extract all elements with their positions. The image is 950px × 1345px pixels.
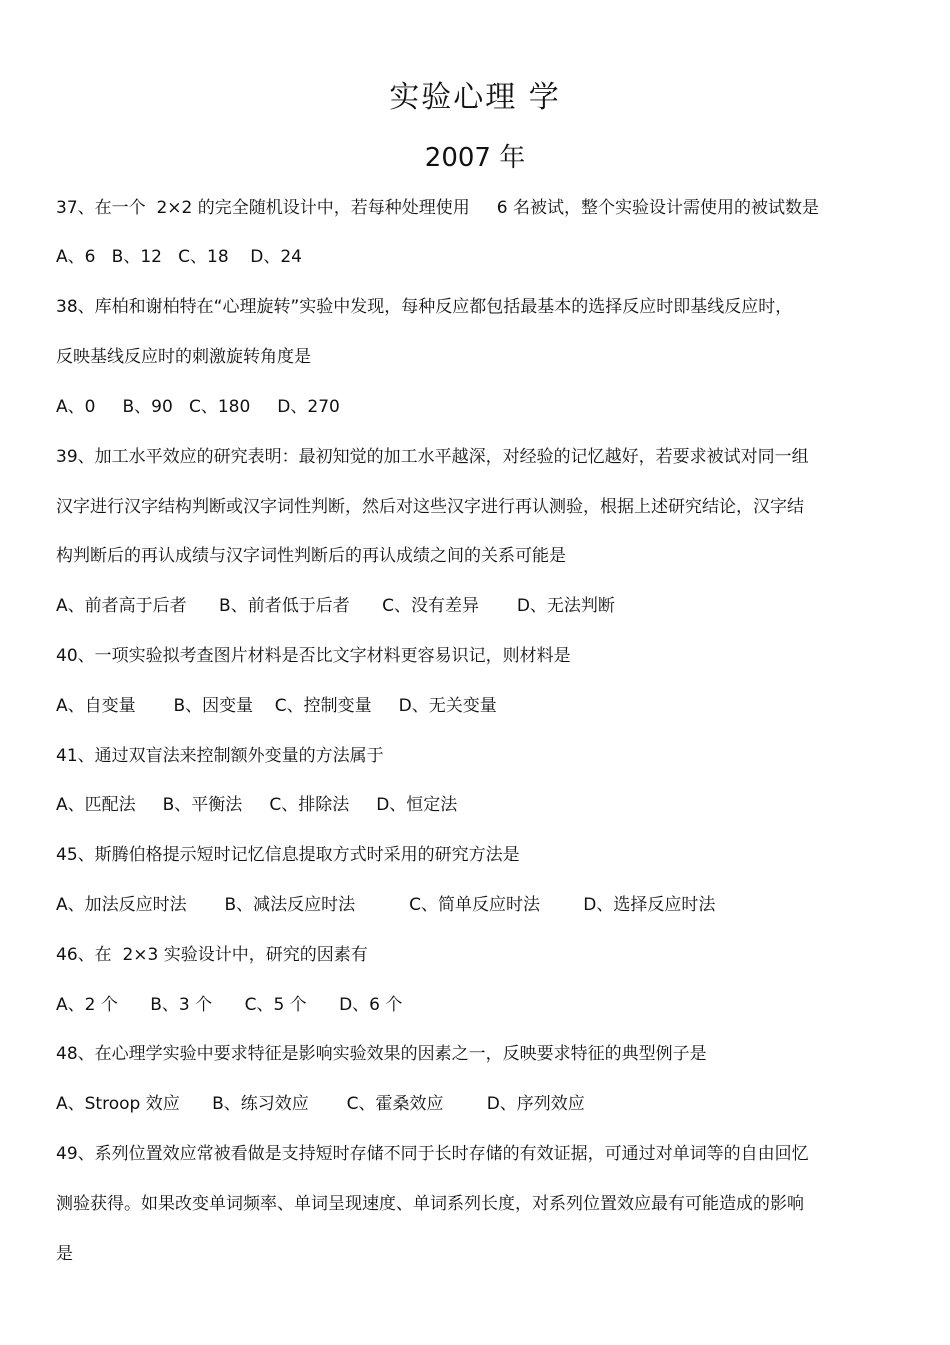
question-39-line-3: 构判断后的再认成绩与汉字词性判断后的再认成绩之间的关系可能是 [56,546,566,566]
question-38-line-2: 反映基线反应时的刺激旋转角度是 [56,347,311,367]
question-37: 37、在一个 2×2 的完全随机设计中，若每种处理使用 6 名被试，整个实验设计需使用的被试数是 [56,198,819,218]
question-40: 40、一项实验拟考查图片材料是否比文字材料更容易识记，则材料是 [56,646,571,666]
question-39-options: A、前者高于后者 B、前者低于后者 C、没有差异 D、无法判断 [56,596,615,616]
document-title: 实验心理 学 [389,80,561,115]
question-45-options: A、加法反应时法 B、减法反应时法 C、简单反应时法 D、选择反应时法 [56,895,716,915]
question-39-line-1: 39、加工水平效应的研究表明：最初知觉的加工水平越深，对经验的记忆越好，若要求被试对同一组 [56,447,809,467]
question-38-options: A、0 B、90 C、180 D、270 [56,397,340,417]
question-45: 45、斯腾伯格提示短时记忆信息提取方式时采用的研究方法是 [56,845,520,865]
question-49-line-2: 测验获得。如果改变单词频率、单词呈现速度、单词系列长度，对系列位置效应最有可能造成的影响 [56,1194,804,1214]
document-year: 2007 年 [424,143,526,173]
question-41: 41、通过双盲法来控制额外变量的方法属于 [56,746,384,766]
question-38-line-1: 38、库柏和谢柏特在“心理旋转”实验中发现，每种反应都包括最基本的选择反应时即基线反应时， [56,297,793,317]
question-49-line-1: 49、系列位置效应常被看做是支持短时存储不同于长时存储的有效证据，可通过对单词等的自由回忆 [56,1144,809,1164]
question-46-options: A、2 个 B、3 个 C、5 个 D、6 个 [56,995,403,1015]
question-41-options: A、匹配法 B、平衡法 C、排除法 D、恒定法 [56,795,458,815]
question-37-options: A、6 B、12 C、18 D、24 [56,247,303,267]
question-48: 48、在心理学实验中要求特征是影响实验效果的因素之一，反映要求特征的典型例子是 [56,1044,707,1064]
question-48-options: A、Stroop 效应 B、练习效应 C、霍桑效应 D、序列效应 [56,1094,585,1114]
question-46: 46、在 2×3 实验设计中，研究的因素有 [56,945,368,965]
question-49-line-3: 是 [56,1244,73,1264]
question-40-options: A、自变量 B、因变量 C、控制变量 D、无关变量 [56,696,497,716]
question-39-line-2: 汉字进行汉字结构判断或汉字词性判断，然后对这些汉字进行再认测验，根据上述研究结论，汉字结 [56,497,804,517]
